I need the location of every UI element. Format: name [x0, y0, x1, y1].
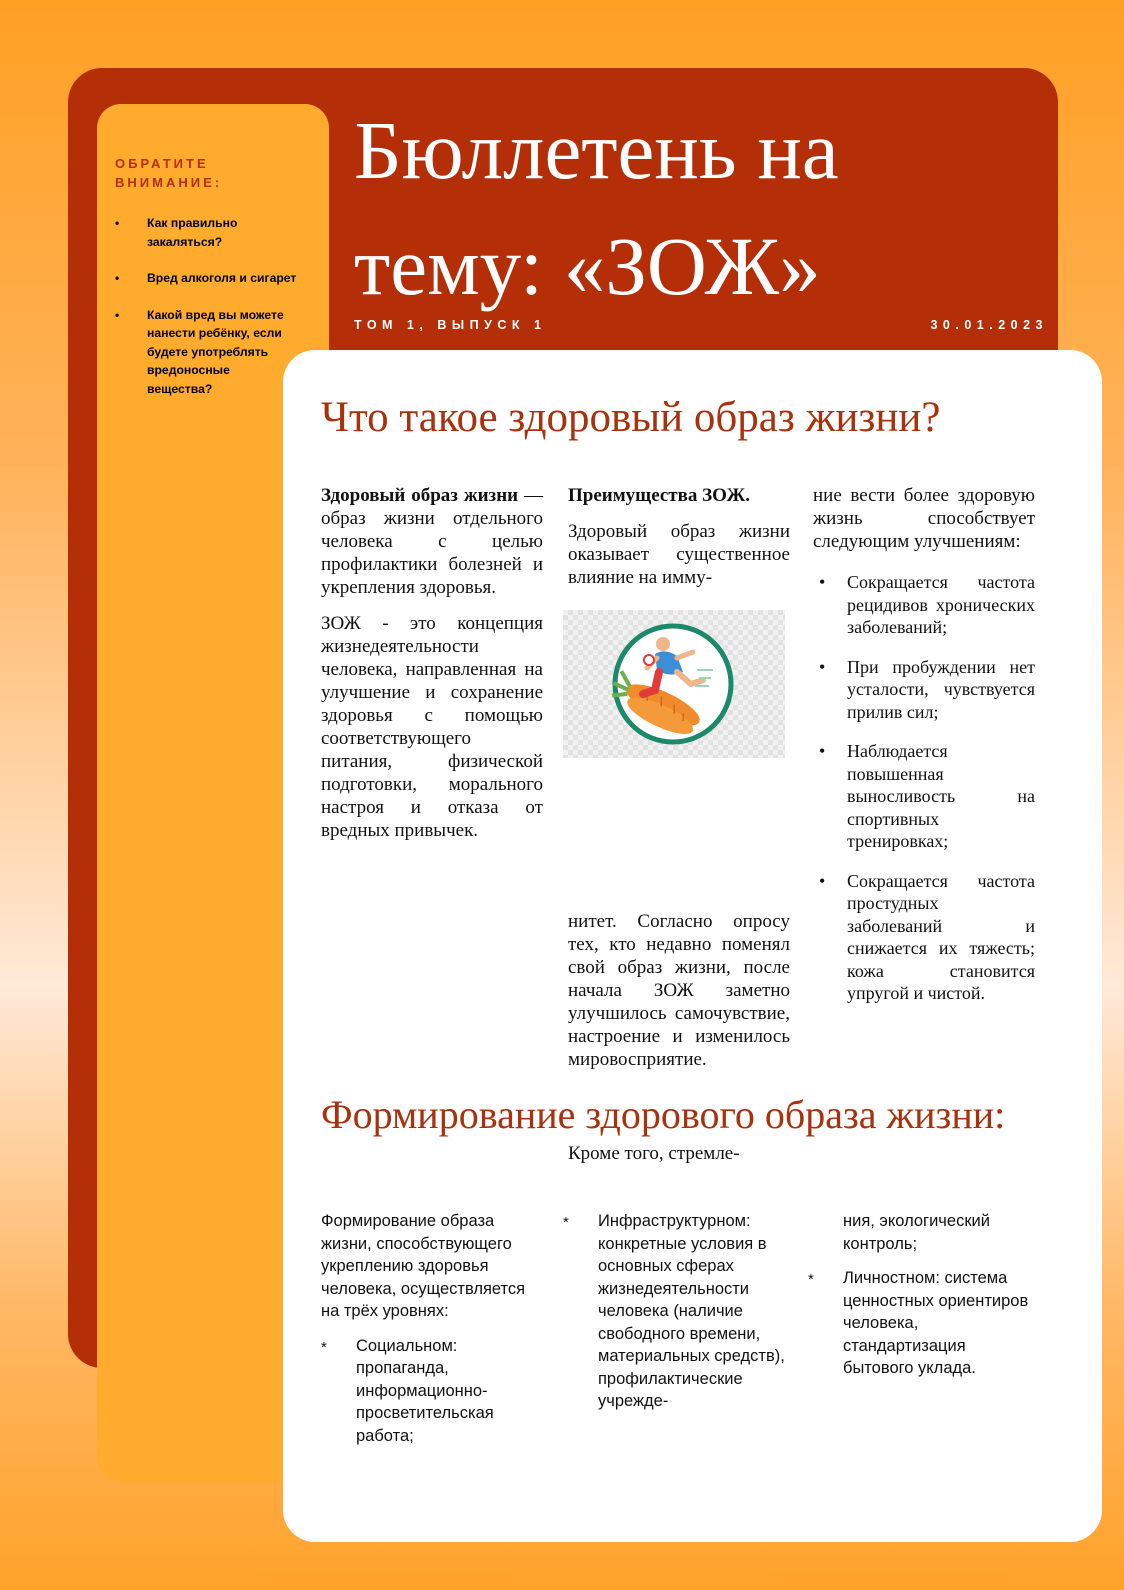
- list-item: * Социальном: пропаганда, информационно-просветительская работа;: [321, 1335, 543, 1448]
- list-item: • При пробуждении нет усталости, чувствуется прилив сил;: [813, 656, 1035, 724]
- bulletin-title: Бюллетень на тему: «ЗОЖ»: [354, 104, 839, 312]
- section2-column-3: [808, 1210, 1033, 1392]
- section1-heading: Что такое здоровый образ жизни?: [321, 394, 941, 441]
- issue-date: 30.01.2023: [930, 318, 1048, 332]
- benefits-paragraph-2: нитет. Согласно опросу тех, кто недавно поменял свой образ жизни, после начала ЗОЖ заметно улучшилось самочувствие, настроение и изменилось мировосприятие.: [568, 911, 790, 1070]
- list-item: • Наблюдается повышенная выносливость на спортивных тренировках;: [813, 740, 1035, 853]
- sidebar-heading: ОБРАТИТЕ ВНИМАНИЕ:: [115, 156, 223, 190]
- section2-column-2: [563, 1210, 788, 1425]
- issue-row: [354, 318, 1048, 338]
- runner-carrot-image: [563, 610, 785, 758]
- list-item: * Личностном: система ценностных ориентиров человека, стандартизация бытового уклада.: [808, 1267, 1033, 1380]
- levels-intro: Формирование образа жизни, способствующего укреплению здоровья человека, осуществляется на трёх уровнях:: [321, 1212, 526, 1320]
- content-card: [283, 350, 1102, 1542]
- sidebar-list: [147, 214, 297, 416]
- benefits-heading: Преимущества ЗОЖ.: [568, 485, 751, 506]
- sidebar-item: • Вред алкоголя и сигарет: [147, 269, 297, 288]
- improvements-intro: ние вести более здоровую жизнь способствует следующим улучшениям:: [813, 485, 1035, 552]
- section2-column-1: [321, 1210, 543, 1459]
- section2-heading: Формирование здорового образа жизни:: [321, 1092, 1006, 1137]
- list-item: * Инфраструктурном: конкретные условия в основных сферах жизнедеятельности человека (наличие свободного времени, материальных средств), профилактические учрежде-: [563, 1210, 788, 1413]
- section1-column-1: [321, 484, 543, 855]
- improvements-list: [813, 571, 1035, 1005]
- concept-paragraph: ЗОЖ - это концепция жизнедеятельности человека, направленная на улучшение и сохранение здоровья с помощью соответствующего питания, физической подготовки, морального настроя и отказа от вредных привычек.: [321, 613, 543, 841]
- list-item-continuation: ния, экологический контроль;: [843, 1212, 990, 1253]
- section1-column-2: [568, 484, 790, 1164]
- benefits-paragraph-1: Здоровый образ жизни оказывает существенное влияние на имму-: [568, 521, 790, 588]
- benefits-paragraph-3: Кроме того, стремле-: [568, 1143, 740, 1164]
- list-item: • Сокращается частота рецидивов хронических заболеваний;: [813, 571, 1035, 639]
- sidebar-item: • Какой вред вы можете нанести ребёнку, если будете употреблять вредоносные вещества?: [147, 306, 297, 399]
- definition-term: Здоровый образ жизни: [321, 485, 519, 506]
- section1-column-3: [813, 484, 1035, 1022]
- issue-label: ТОМ 1, ВЫПУСК 1: [354, 318, 547, 332]
- definition-paragraph: [321, 484, 543, 599]
- list-item: • Сокращается частота простудных заболеваний и снижается их тяжесть; кожа становится упругой и чистой.: [813, 870, 1035, 1005]
- sidebar-item: • Как правильно закаляться?: [147, 214, 297, 251]
- definition-text: — образ жизни отдельного человека с целью профилактики болезней и укрепления здоровья.: [321, 485, 544, 598]
- runner-carrot-icon: [563, 610, 785, 758]
